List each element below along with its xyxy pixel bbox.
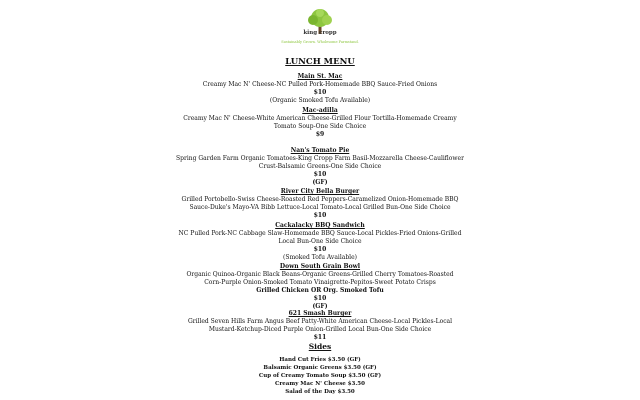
side-item: Cup of Creamy Tomato Soup $3.50 (GF) [258,373,382,379]
item-name: 621 Smash Burger [288,310,352,317]
item-price: $10 [313,89,327,96]
item-description: Spring Garden Farm Organic Tomatoes-King Cropp Farm Basil-Mozzarella Cheese-Cauliflower [176,155,464,162]
item-description: Creamy Mac N' Cheese-White American Cheese-Grilled Flour Tortilla-Homemade Creamy [183,115,457,122]
side-item: Balsamic Organic Greens $3.50 (GF) [263,365,377,371]
menu-item [160,310,480,342]
item-description: Crust-Balsamic Greens-One Side Choice [258,163,382,170]
item-note: (Smoked Tofu Available) [283,254,357,261]
menu-item [160,263,480,311]
side-item: Hand Cut Fries $3.50 (GF) [279,357,361,363]
item-name: Main St. Mac [297,73,343,80]
menu-item [160,147,480,187]
item-price: $10 [313,212,327,219]
sides-list [160,356,480,396]
item-description: Creamy Mac N' Cheese-NC Pulled Pork-Homemade BBQ Sauce-Fried Onions [202,81,438,88]
item-description: NC Pulled Pork-NC Cabbage Slaw-Homemade BBQ Sauce-Local Pickles-Fried Onions-Grilled [178,230,462,237]
menu-item [160,73,480,105]
item-price: $11 [313,334,327,341]
item-price: $10 [313,171,327,178]
side-item: Creamy Mac N' Cheese $3.50 [275,381,365,387]
item-note: (Organic Smoked Tofu Available) [269,97,371,104]
side-item: Salad of the Day $3.50 [285,389,355,395]
item-description: Grilled Portobello-Swiss Cheese-Roasted Red Peppers-Caramelized Onion-Homemade BBQ [181,196,459,203]
item-name: Cackalacky BBQ Sandwich [275,222,365,229]
item-name: Mac-adilla [302,107,338,114]
brand-tagline: Sustainably Grown. Wholesome Farmstand. [281,40,359,44]
item-note: (GF) [312,179,328,186]
item-description: Local Bun-One Side Choice [278,238,362,245]
item-description: Tomato Soup-One Side Choice [273,123,367,130]
sides-heading: Sides [308,342,332,351]
item-description: Sauce-Duke's Mayo-VA Bibb Lettuce-Local Tomato-Local Grilled Bun-One Side Choice [189,204,451,211]
item-protein-choice: Grilled Chicken OR Org. Smoked Tofu [256,287,384,294]
item-note: (GF) [312,303,328,310]
menu-item [160,188,480,220]
item-price: $9 [315,131,325,138]
brand-name: king cropp [303,30,337,36]
item-name: Down South Grain Bowl [279,263,361,270]
menu-item [160,107,480,139]
item-price: $10 [313,295,327,302]
item-description: Organic Quinoa-Organic Black Beans-Organic Greens-Grilled Cherry Tomatoes-Roasted [186,271,454,278]
item-description: Grilled Seven Hills Farm Angus Beef Patty-White American Cheese-Local Pickles-Local [187,318,453,325]
item-description: Mustard-Ketchup-Diced Purple Onion-Grilled Local Bun-One Side Choice [208,326,432,333]
item-name: River City Bella Burger [280,188,360,195]
menu-title: LUNCH MENU [285,57,355,67]
item-name: Nan's Tomato Pie [290,147,350,154]
item-price: $10 [313,246,327,253]
menu-item [160,222,480,262]
item-description: Corn-Purple Onion-Smoked Tomato Vinaigrette-Pepitos-Sweet Potato Crisps [204,279,436,286]
